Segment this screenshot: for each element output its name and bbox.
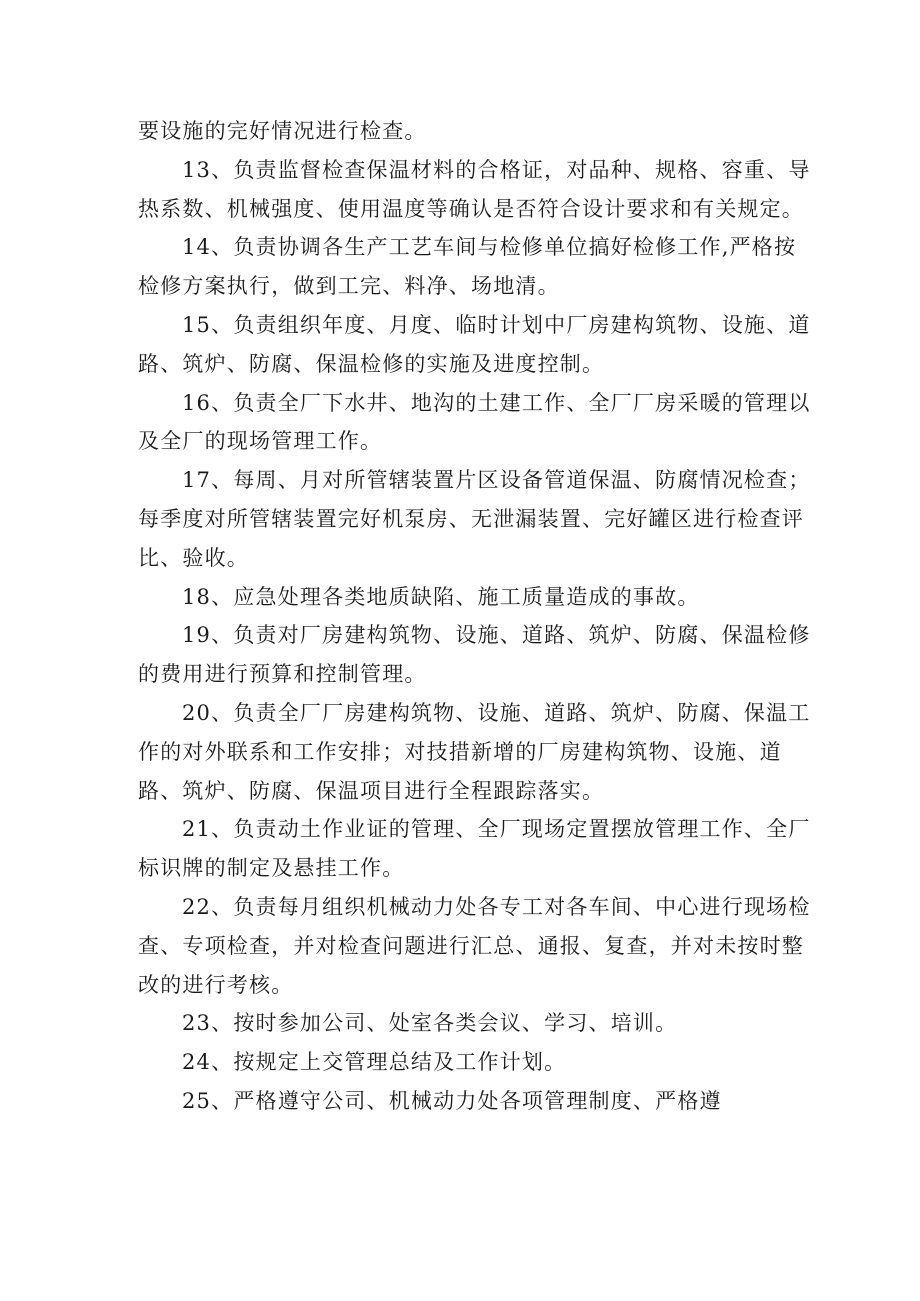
paragraph-item-20: 20、负责全厂厂房建构筑物、设施、道路、筑炉、防腐、保温工作的对外联系和工作安排；对技措新增的厂房建构筑物、设施、道路、筑炉、防腐、保温项目进行全程跟踪落实。 [138,700,811,803]
document-body [138,112,818,1121]
paragraph-item-22: 22、负责每月组织机械动力处各专工对各车间、中心进行现场检查、专项检查，并对检查问题进行汇总、通报、复查，并对未按时整改的进行考核。 [138,894,811,997]
paragraph-item-15: 15、负责组织年度、月度、临时计划中厂房建构筑物、设施、道路、筑炉、防腐、保温检修的实施及进度控制。 [138,312,811,376]
paragraph-item-13: 13、负责监督检查保温材料的合格证，对品种、规格、容重、导热系数、机械强度、使用温度等确认是否符合设计要求和有关规定。 [138,157,811,221]
paragraph-continuation: 要设施的完好情况进行检查。 [138,119,427,143]
paragraph-item-18: 18、应急处理各类地质缺陷、施工质量造成的事故。 [182,584,700,609]
paragraph-item-25: 25、严格遵守公司、机械动力处各项管理制度、严格遵 [182,1088,722,1113]
paragraph-item-19: 19、负责对厂房建构筑物、设施、道路、筑炉、防腐、保温检修的费用进行预算和控制管理。 [138,623,811,687]
paragraph-item-24: 24、按规定上交管理总结及工作计划。 [182,1050,567,1075]
paragraph-item-23: 23、按时参加公司、处室各类会议、学习、培训。 [182,1011,678,1036]
paragraph-item-17: 17、每周、月对所管辖装置片区设备管道保温、防腐情况检查；每季度对所管辖装置完好机泵房、无泄漏装置、完好罐区进行检查评比、验收。 [138,468,811,570]
paragraph-item-14: 14、负责协调各生产工艺车间与检修单位搞好检修工作,严格按检修方案执行，做到工完、料净、场地清。 [138,235,797,299]
paragraph-item-21: 21、负责动土作业证的管理、全厂现场定置摆放管理工作、全厂标识牌的制定及悬挂工作。 [138,817,811,881]
paragraph-item-16: 16、负责全厂下水井、地沟的土建工作、全厂厂房采暖的管理以及全厂的现场管理工作。 [138,390,811,454]
